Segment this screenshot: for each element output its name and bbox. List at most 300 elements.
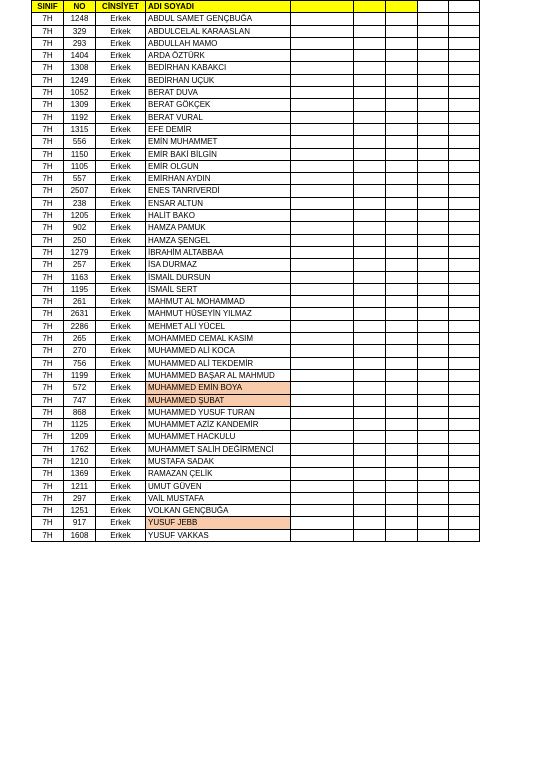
cell-empty	[449, 419, 480, 431]
cell-sinif: 7H	[32, 529, 64, 541]
cell-empty	[386, 320, 418, 332]
cell-cinsiyet: Erkek	[96, 25, 146, 37]
cell-no: 1369	[64, 468, 96, 480]
cell-no: 1308	[64, 62, 96, 74]
cell-sinif: 7H	[32, 222, 64, 234]
cell-empty	[354, 62, 386, 74]
cell-empty	[449, 173, 480, 185]
cell-empty	[418, 185, 449, 197]
cell-cinsiyet: Erkek	[96, 160, 146, 172]
table-row	[32, 13, 480, 25]
table-row	[32, 320, 480, 332]
cell-cinsiyet: Erkek	[96, 99, 146, 111]
cell-cinsiyet: Erkek	[96, 468, 146, 480]
cell-empty	[386, 234, 418, 246]
cell-empty	[386, 259, 418, 271]
table-row	[32, 492, 480, 504]
cell-cinsiyet: Erkek	[96, 210, 146, 222]
cell-empty	[418, 357, 449, 369]
cell-empty	[354, 37, 386, 49]
table-row	[32, 455, 480, 467]
cell-no: 1211	[64, 480, 96, 492]
cell-adi-soyadi: YUSUF VAKKAS	[146, 529, 291, 541]
cell-empty	[291, 517, 354, 529]
cell-empty	[354, 111, 386, 123]
cell-empty	[449, 320, 480, 332]
cell-empty	[291, 111, 354, 123]
cell-empty	[354, 136, 386, 148]
cell-empty	[449, 99, 480, 111]
cell-adi-soyadi: EMİRHAN AYDIN	[146, 173, 291, 185]
cell-no: 1192	[64, 111, 96, 123]
cell-adi-soyadi: BERAT VURAL	[146, 111, 291, 123]
cell-sinif: 7H	[32, 99, 64, 111]
cell-empty	[449, 123, 480, 135]
cell-sinif: 7H	[32, 210, 64, 222]
cell-empty	[418, 222, 449, 234]
cell-empty	[291, 455, 354, 467]
cell-cinsiyet: Erkek	[96, 492, 146, 504]
cell-empty	[386, 13, 418, 25]
cell-cinsiyet: Erkek	[96, 443, 146, 455]
cell-no: 1249	[64, 74, 96, 86]
cell-sinif: 7H	[32, 505, 64, 517]
cell-adi-soyadi: EMİN MUHAMMET	[146, 136, 291, 148]
cell-sinif: 7H	[32, 271, 64, 283]
cell-empty	[449, 505, 480, 517]
cell-sinif: 7H	[32, 406, 64, 418]
table-row	[32, 160, 480, 172]
cell-empty	[449, 160, 480, 172]
cell-empty	[386, 111, 418, 123]
cell-empty	[418, 123, 449, 135]
cell-cinsiyet: Erkek	[96, 197, 146, 209]
table-row	[32, 111, 480, 123]
cell-empty	[418, 382, 449, 394]
cell-adi-soyadi: ENSAR ALTUN	[146, 197, 291, 209]
cell-cinsiyet: Erkek	[96, 271, 146, 283]
cell-empty	[418, 406, 449, 418]
header-blank-4	[418, 1, 449, 13]
cell-adi-soyadi: HAMZA PAMUK	[146, 222, 291, 234]
cell-empty	[291, 296, 354, 308]
cell-empty	[386, 333, 418, 345]
cell-empty	[386, 406, 418, 418]
cell-sinif: 7H	[32, 283, 64, 295]
cell-empty	[449, 369, 480, 381]
cell-empty	[386, 308, 418, 320]
cell-empty	[291, 160, 354, 172]
cell-adi-soyadi: MAHMUT AL MOHAMMAD	[146, 296, 291, 308]
cell-empty	[449, 111, 480, 123]
table-row	[32, 62, 480, 74]
cell-sinif: 7H	[32, 25, 64, 37]
cell-empty	[418, 50, 449, 62]
cell-empty	[418, 333, 449, 345]
cell-empty	[449, 246, 480, 258]
cell-cinsiyet: Erkek	[96, 173, 146, 185]
cell-empty	[291, 529, 354, 541]
cell-no: 1608	[64, 529, 96, 541]
cell-empty	[354, 308, 386, 320]
cell-empty	[354, 25, 386, 37]
cell-empty	[291, 480, 354, 492]
cell-empty	[386, 62, 418, 74]
cell-no: 329	[64, 25, 96, 37]
cell-empty	[386, 357, 418, 369]
cell-empty	[449, 357, 480, 369]
cell-empty	[418, 283, 449, 295]
cell-empty	[449, 197, 480, 209]
cell-empty	[386, 492, 418, 504]
cell-empty	[418, 271, 449, 283]
cell-empty	[449, 308, 480, 320]
cell-no: 297	[64, 492, 96, 504]
cell-sinif: 7H	[32, 357, 64, 369]
class-list-table	[31, 0, 480, 542]
cell-adi-soyadi: HAMZA ŞENGEL	[146, 234, 291, 246]
cell-empty	[449, 13, 480, 25]
cell-empty	[291, 210, 354, 222]
cell-empty	[418, 419, 449, 431]
cell-empty	[291, 123, 354, 135]
cell-adi-soyadi: MAHMUT HÜSEYİN YILMAZ	[146, 308, 291, 320]
cell-empty	[449, 136, 480, 148]
cell-sinif: 7H	[32, 455, 64, 467]
cell-sinif: 7H	[32, 333, 64, 345]
cell-empty	[386, 74, 418, 86]
cell-empty	[291, 148, 354, 160]
cell-empty	[291, 468, 354, 480]
cell-empty	[386, 123, 418, 135]
cell-empty	[418, 505, 449, 517]
cell-no: 293	[64, 37, 96, 49]
table-row	[32, 74, 480, 86]
cell-empty	[418, 210, 449, 222]
table-body	[32, 13, 480, 542]
cell-empty	[354, 296, 386, 308]
table-row	[32, 123, 480, 135]
table-row	[32, 283, 480, 295]
cell-empty	[354, 271, 386, 283]
cell-empty	[354, 394, 386, 406]
cell-no: 250	[64, 234, 96, 246]
cell-empty	[386, 271, 418, 283]
cell-empty	[354, 197, 386, 209]
cell-empty	[449, 62, 480, 74]
cell-sinif: 7H	[32, 394, 64, 406]
cell-cinsiyet: Erkek	[96, 185, 146, 197]
cell-no: 1762	[64, 443, 96, 455]
cell-empty	[449, 443, 480, 455]
cell-cinsiyet: Erkek	[96, 369, 146, 381]
cell-cinsiyet: Erkek	[96, 320, 146, 332]
cell-empty	[386, 480, 418, 492]
header-blank-1	[291, 1, 354, 13]
cell-no: 261	[64, 296, 96, 308]
cell-empty	[291, 246, 354, 258]
cell-empty	[449, 234, 480, 246]
cell-empty	[291, 320, 354, 332]
cell-empty	[386, 431, 418, 443]
header-no: NO	[64, 1, 96, 13]
table-row	[32, 87, 480, 99]
cell-sinif: 7H	[32, 62, 64, 74]
table-header	[32, 1, 480, 13]
cell-cinsiyet: Erkek	[96, 87, 146, 99]
cell-empty	[449, 74, 480, 86]
cell-empty	[291, 185, 354, 197]
cell-empty	[418, 246, 449, 258]
cell-no: 1052	[64, 87, 96, 99]
cell-no: 1210	[64, 455, 96, 467]
cell-empty	[386, 185, 418, 197]
cell-adi-soyadi: ABDULLAH MAMO	[146, 37, 291, 49]
cell-cinsiyet: Erkek	[96, 283, 146, 295]
cell-sinif: 7H	[32, 160, 64, 172]
header-row	[32, 1, 480, 13]
table-row	[32, 308, 480, 320]
cell-sinif: 7H	[32, 37, 64, 49]
cell-no: 265	[64, 333, 96, 345]
cell-no: 556	[64, 136, 96, 148]
table-row	[32, 333, 480, 345]
cell-empty	[354, 345, 386, 357]
cell-adi-soyadi: MUHAMMET AZİZ KANDEMİR	[146, 419, 291, 431]
cell-empty	[354, 259, 386, 271]
cell-empty	[386, 283, 418, 295]
cell-sinif: 7H	[32, 148, 64, 160]
cell-sinif: 7H	[32, 50, 64, 62]
cell-cinsiyet: Erkek	[96, 50, 146, 62]
cell-no: 902	[64, 222, 96, 234]
cell-no: 1404	[64, 50, 96, 62]
cell-adi-soyadi: İSMAİL SERT	[146, 283, 291, 295]
cell-cinsiyet: Erkek	[96, 37, 146, 49]
cell-empty	[418, 320, 449, 332]
cell-empty	[418, 394, 449, 406]
cell-empty	[354, 333, 386, 345]
cell-cinsiyet: Erkek	[96, 394, 146, 406]
cell-no: 1125	[64, 419, 96, 431]
header-blank-5	[449, 1, 480, 13]
cell-empty	[354, 148, 386, 160]
cell-empty	[386, 345, 418, 357]
table-row	[32, 382, 480, 394]
cell-adi-soyadi: MUHAMMED ALİ KOCA	[146, 345, 291, 357]
cell-empty	[291, 492, 354, 504]
cell-empty	[449, 406, 480, 418]
cell-empty	[291, 222, 354, 234]
cell-adi-soyadi: MUHAMMED ŞUBAT	[146, 394, 291, 406]
cell-empty	[354, 123, 386, 135]
cell-cinsiyet: Erkek	[96, 308, 146, 320]
cell-empty	[291, 136, 354, 148]
cell-cinsiyet: Erkek	[96, 74, 146, 86]
cell-empty	[386, 505, 418, 517]
cell-empty	[386, 222, 418, 234]
cell-empty	[418, 480, 449, 492]
cell-empty	[418, 308, 449, 320]
cell-empty	[291, 443, 354, 455]
cell-empty	[418, 111, 449, 123]
table-row	[32, 99, 480, 111]
cell-sinif: 7H	[32, 492, 64, 504]
cell-adi-soyadi: EMİR OLGUN	[146, 160, 291, 172]
cell-empty	[418, 25, 449, 37]
cell-cinsiyet: Erkek	[96, 296, 146, 308]
cell-empty	[291, 74, 354, 86]
cell-empty	[449, 87, 480, 99]
cell-no: 756	[64, 357, 96, 369]
cell-empty	[418, 136, 449, 148]
cell-sinif: 7H	[32, 443, 64, 455]
cell-no: 1315	[64, 123, 96, 135]
cell-adi-soyadi: MUHAMMED YUSUF TURAN	[146, 406, 291, 418]
cell-empty	[386, 455, 418, 467]
cell-empty	[449, 468, 480, 480]
cell-adi-soyadi: BEDİRHAN KABAKCI	[146, 62, 291, 74]
cell-sinif: 7H	[32, 382, 64, 394]
cell-empty	[291, 431, 354, 443]
cell-no: 1209	[64, 431, 96, 443]
cell-sinif: 7H	[32, 234, 64, 246]
cell-no: 572	[64, 382, 96, 394]
cell-adi-soyadi: VAİL MUSTAFA	[146, 492, 291, 504]
cell-empty	[354, 234, 386, 246]
cell-cinsiyet: Erkek	[96, 13, 146, 25]
cell-empty	[291, 50, 354, 62]
cell-sinif: 7H	[32, 259, 64, 271]
cell-empty	[386, 369, 418, 381]
cell-adi-soyadi: UMUT GÜVEN	[146, 480, 291, 492]
cell-empty	[386, 468, 418, 480]
cell-adi-soyadi: MUHAMMED EMİN BOYA	[146, 382, 291, 394]
cell-empty	[354, 210, 386, 222]
cell-cinsiyet: Erkek	[96, 431, 146, 443]
cell-sinif: 7H	[32, 320, 64, 332]
cell-empty	[354, 468, 386, 480]
cell-empty	[354, 505, 386, 517]
cell-no: 868	[64, 406, 96, 418]
cell-empty	[418, 37, 449, 49]
cell-empty	[418, 345, 449, 357]
cell-empty	[354, 529, 386, 541]
cell-empty	[354, 492, 386, 504]
cell-empty	[354, 173, 386, 185]
cell-no: 270	[64, 345, 96, 357]
cell-empty	[291, 13, 354, 25]
cell-empty	[291, 37, 354, 49]
table-row	[32, 210, 480, 222]
cell-empty	[449, 210, 480, 222]
cell-empty	[354, 517, 386, 529]
cell-adi-soyadi: BERAT GÖKÇEK	[146, 99, 291, 111]
cell-empty	[449, 529, 480, 541]
table-row	[32, 345, 480, 357]
cell-sinif: 7H	[32, 246, 64, 258]
table-row	[32, 468, 480, 480]
cell-empty	[354, 357, 386, 369]
cell-adi-soyadi: MEHMET ALİ YÜCEL	[146, 320, 291, 332]
cell-empty	[354, 419, 386, 431]
cell-no: 1205	[64, 210, 96, 222]
cell-cinsiyet: Erkek	[96, 382, 146, 394]
cell-cinsiyet: Erkek	[96, 246, 146, 258]
cell-sinif: 7H	[32, 13, 64, 25]
table-row	[32, 517, 480, 529]
cell-empty	[449, 296, 480, 308]
header-blank-2	[354, 1, 386, 13]
cell-empty	[418, 443, 449, 455]
cell-adi-soyadi: İSA DURMAZ	[146, 259, 291, 271]
cell-empty	[418, 197, 449, 209]
cell-empty	[291, 271, 354, 283]
cell-empty	[291, 419, 354, 431]
cell-no: 747	[64, 394, 96, 406]
cell-empty	[449, 455, 480, 467]
header-cinsiyet: CİNSİYET	[96, 1, 146, 13]
cell-empty	[386, 136, 418, 148]
cell-empty	[386, 210, 418, 222]
cell-empty	[418, 492, 449, 504]
cell-empty	[354, 185, 386, 197]
cell-empty	[386, 99, 418, 111]
table-row	[32, 173, 480, 185]
cell-empty	[291, 357, 354, 369]
cell-empty	[449, 480, 480, 492]
cell-empty	[386, 197, 418, 209]
cell-empty	[291, 259, 354, 271]
cell-cinsiyet: Erkek	[96, 259, 146, 271]
table-row	[32, 271, 480, 283]
header-sinif: SINIF	[32, 1, 64, 13]
cell-empty	[418, 468, 449, 480]
table-row	[32, 25, 480, 37]
cell-adi-soyadi: EFE DEMİR	[146, 123, 291, 135]
cell-empty	[386, 443, 418, 455]
cell-empty	[418, 62, 449, 74]
cell-no: 1309	[64, 99, 96, 111]
cell-empty	[291, 25, 354, 37]
cell-adi-soyadi: MUHAMMET SALİH DEĞİRMENCİ	[146, 443, 291, 455]
cell-empty	[449, 492, 480, 504]
cell-adi-soyadi: MUSTAFA SADAK	[146, 455, 291, 467]
cell-empty	[291, 369, 354, 381]
cell-adi-soyadi: MUHAMMED ALİ TEKDEMİR	[146, 357, 291, 369]
cell-empty	[354, 222, 386, 234]
table-row	[32, 259, 480, 271]
table-row	[32, 197, 480, 209]
cell-no: 557	[64, 173, 96, 185]
header-blank-3	[386, 1, 418, 13]
cell-adi-soyadi: ENES TANRIVERDİ	[146, 185, 291, 197]
cell-empty	[291, 173, 354, 185]
cell-sinif: 7H	[32, 197, 64, 209]
table-row	[32, 419, 480, 431]
cell-sinif: 7H	[32, 431, 64, 443]
cell-adi-soyadi: EMİR BAKİ BİLGİN	[146, 148, 291, 160]
cell-empty	[418, 431, 449, 443]
cell-empty	[386, 394, 418, 406]
cell-empty	[291, 62, 354, 74]
cell-no: 1248	[64, 13, 96, 25]
cell-sinif: 7H	[32, 123, 64, 135]
cell-empty	[386, 419, 418, 431]
cell-empty	[418, 87, 449, 99]
cell-empty	[291, 87, 354, 99]
cell-adi-soyadi: RAMAZAN ÇELİK	[146, 468, 291, 480]
